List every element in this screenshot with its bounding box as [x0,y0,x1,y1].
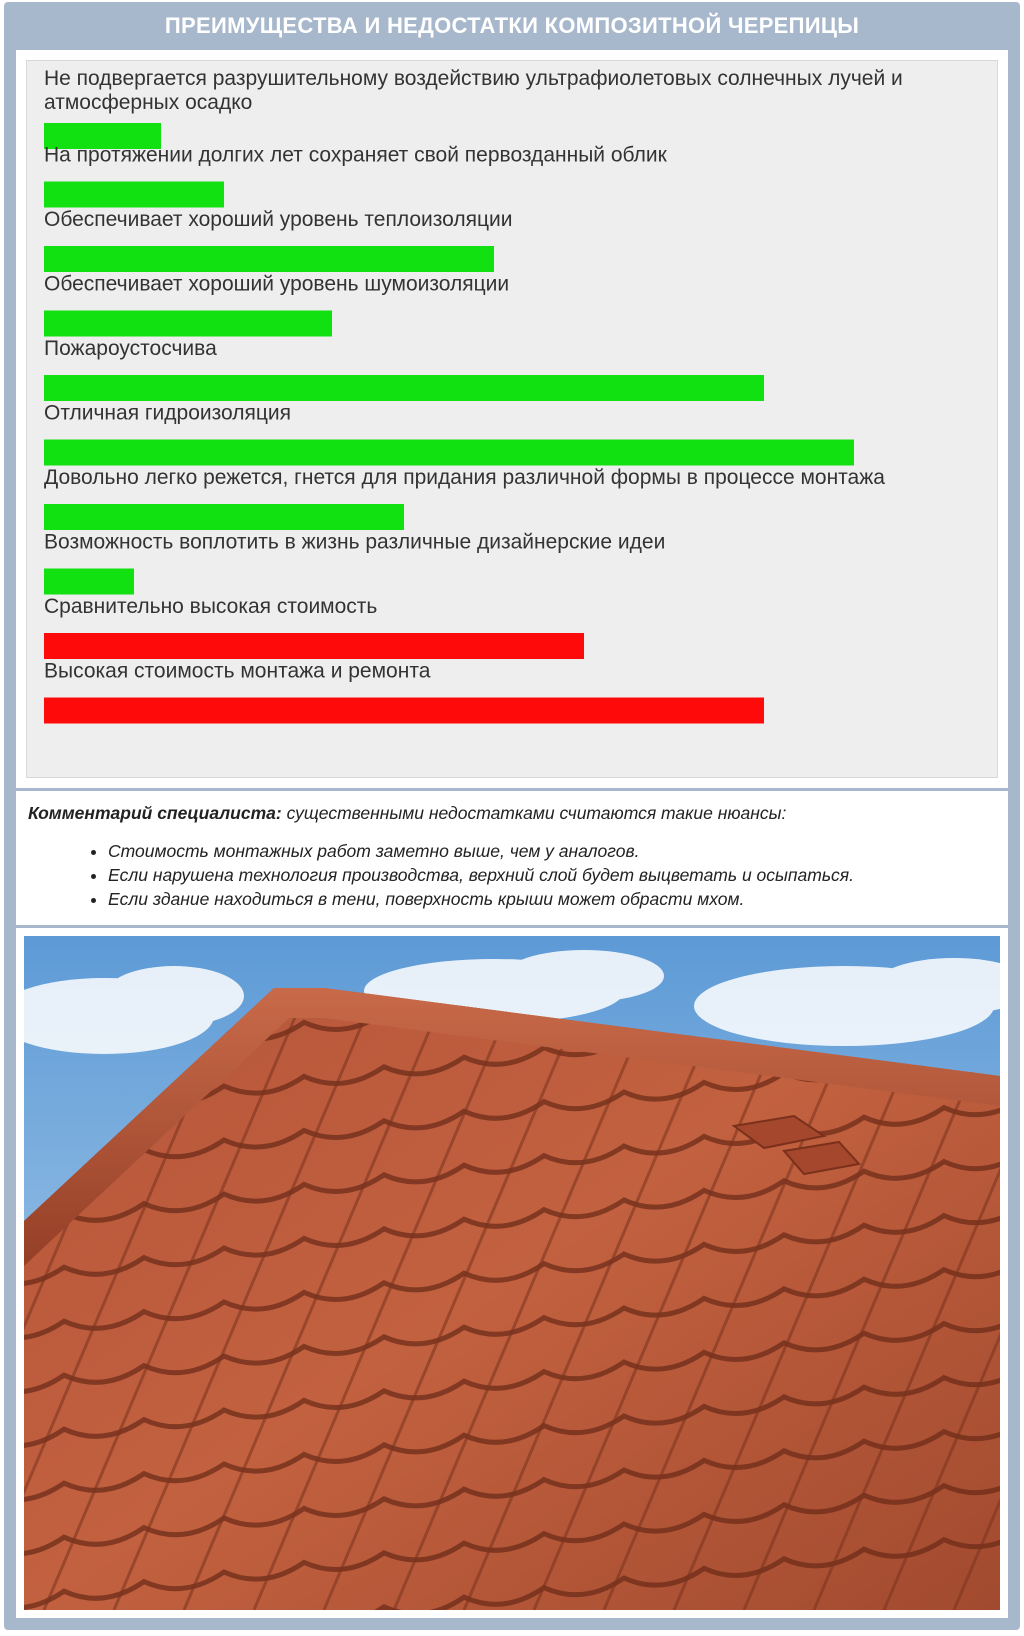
bar-label: На протяжении долгих лет сохраняет свой первозданный облик [44,143,667,167]
chart-area [26,60,998,778]
bar-label: Обеспечивает хороший уровень теплоизоляции [44,208,513,231]
advantage-bar [44,182,224,208]
bar-label: Пожароустосчива [44,337,217,360]
infographic-frame [4,2,1020,1630]
advantage-bar [44,504,404,530]
list-item: • Если нарушена технология производства, верхний слой будет выцветать и осыпаться. [108,863,854,887]
disadvantage-bar [44,633,584,659]
expert-comment [16,791,1008,925]
comment-intro [28,803,786,824]
bar-label: Высокая стоимость монтажа и ремонта [44,659,431,683]
disadvantage-bar [44,698,764,724]
advantage-bar [44,569,134,595]
bar-label: Довольно легко режется, гнется для придания различной формы в процессе монтажа [44,466,885,489]
advantage-bar [44,311,332,337]
comment-label: Комментарий специалиста: [28,803,282,823]
list-item: • Если здание находиться в тени, поверхность крыши может обрасти мхом. [108,887,854,911]
advantage-bar [44,375,764,401]
bar-label: Сравнительно высокая стоимость [44,595,378,618]
bar-label: Возможность воплотить в жизнь различные дизайнерские идеи [44,530,666,554]
roof-tiles-photo [24,936,1000,1610]
bar-label: Отличная гидроизоляция [44,401,291,425]
photo-panel [16,928,1008,1618]
page-title: ПРЕИМУЩЕСТВА И НЕДОСТАТКИ КОМПОЗИТНОЙ ЧЕРЕПИЦЫ [164,13,860,38]
advantage-bar [44,440,854,466]
comment-list [86,839,854,911]
bar-label: Обеспечивает хороший уровень шумоизоляции [44,272,510,296]
bar-label: Не подвергается разрушительному воздействию ультрафиолетовых солнечных лучей и атмосферных осадко [44,67,903,114]
bar-chart [27,61,999,779]
comment-text: существенными недостатками считаются такие нюансы: [281,803,787,823]
chart-panel [16,50,1008,788]
list-item: • Стоимость монтажных работ заметно выше, чем у аналогов. [108,839,854,863]
advantage-bar [44,246,494,272]
